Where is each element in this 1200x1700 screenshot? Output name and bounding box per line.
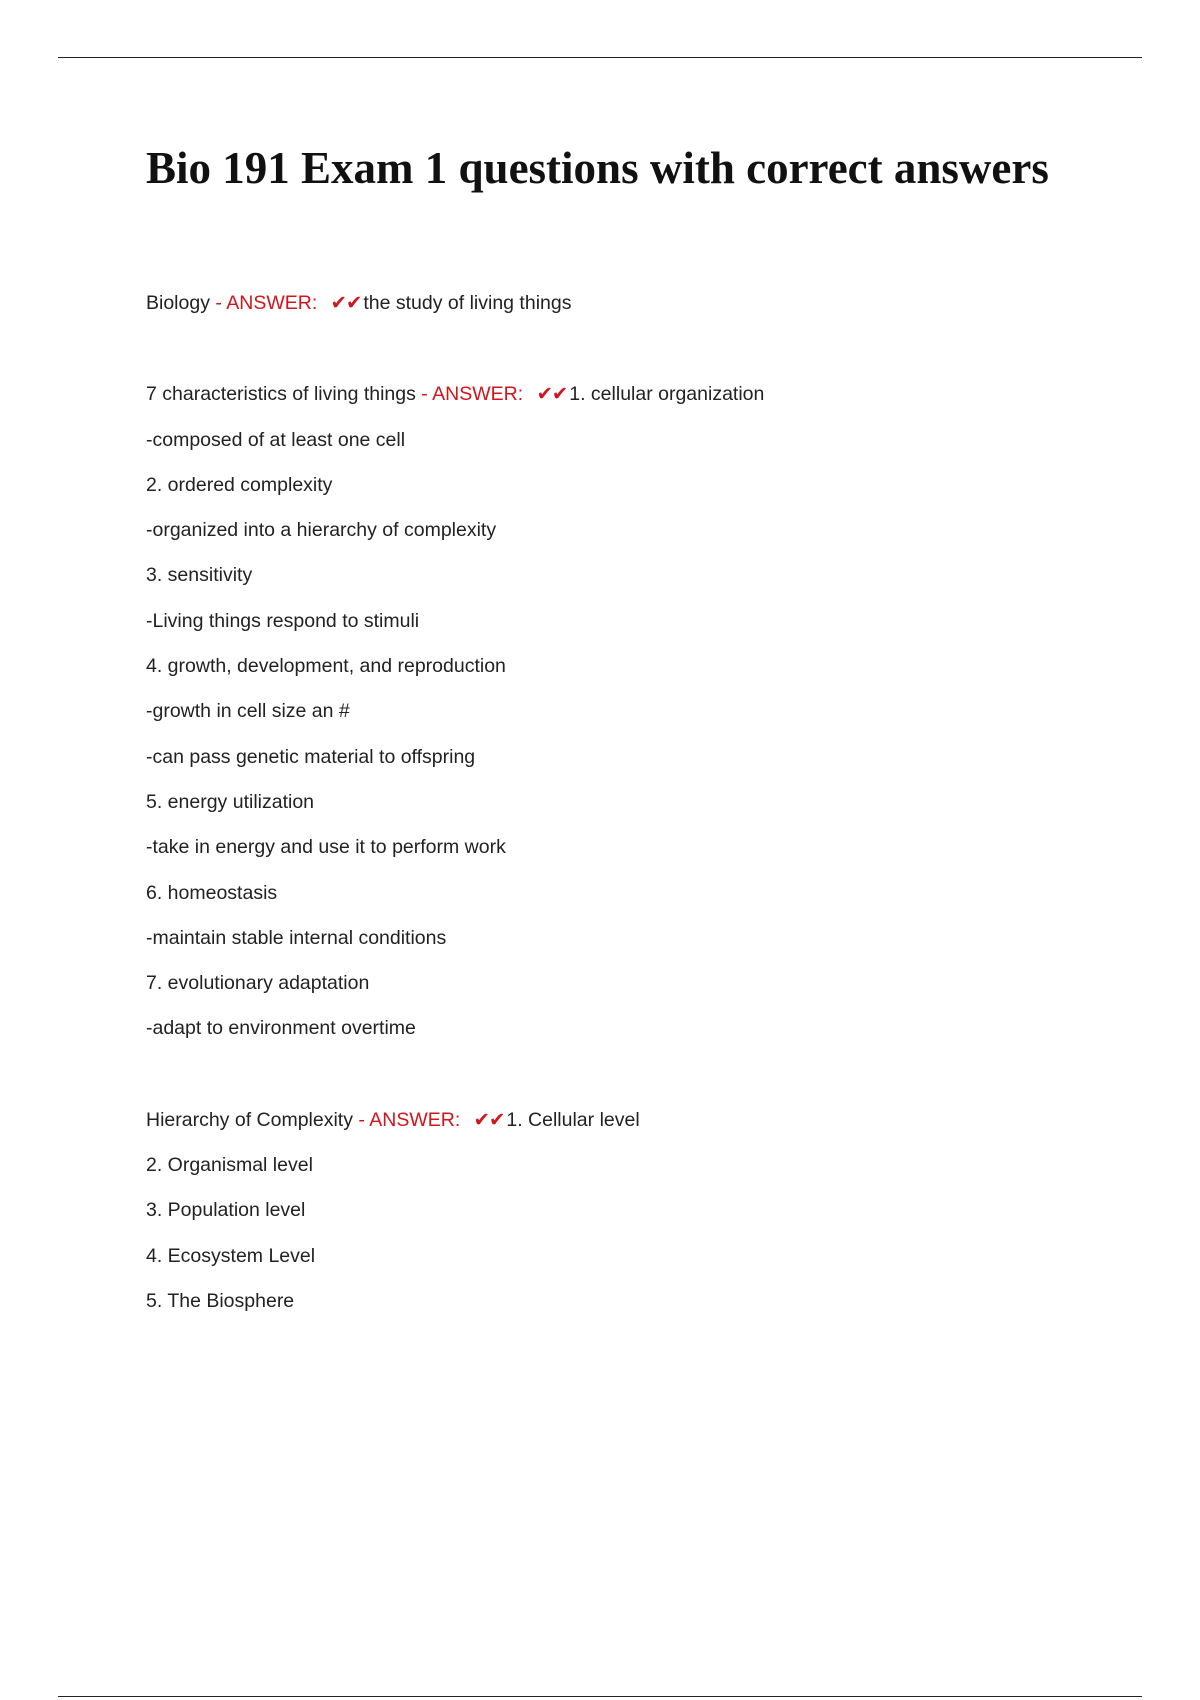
answer-line: -can pass genetic material to offspring <box>146 745 476 768</box>
question-text: Hierarchy of Complexity <box>146 1108 353 1131</box>
answer-line: 7. evolutionary adaptation <box>146 972 370 995</box>
answer-line: 2. Organismal level <box>146 1154 313 1177</box>
answer-line: -take in energy and use it to perform work <box>146 836 506 859</box>
answer-line: -adapt to environment overtime <box>146 1017 416 1040</box>
answer-text: the study of living things <box>363 292 572 314</box>
answer-line: 4. Ecosystem Level <box>146 1244 316 1267</box>
qa-item-characteristics <box>146 372 1106 1051</box>
qa-item-biology <box>146 281 1106 326</box>
document-body <box>146 140 1106 1324</box>
bottom-rule <box>58 1696 1142 1697</box>
question-line <box>146 1098 1106 1143</box>
top-rule <box>58 57 1142 58</box>
answer-line: 2. ordered complexity <box>146 473 333 496</box>
answer-line: -Living things respond to stimuli <box>146 609 420 632</box>
question-text: 7 characteristics of living things <box>146 383 416 406</box>
answer-line: 3. Population level <box>146 1199 306 1222</box>
question-line <box>146 281 1106 326</box>
qa-item-hierarchy <box>146 1098 1106 1324</box>
answer-line: 4. growth, development, and reproduction <box>146 655 506 678</box>
answer-text: 1. cellular organization <box>569 383 765 406</box>
answer-line: -growth in cell size an # <box>146 700 350 723</box>
answer-text: 1. Cellular level <box>506 1108 640 1131</box>
check-mark-icon: ✔✔ <box>473 1108 505 1131</box>
check-mark-icon: ✔✔ <box>536 383 568 406</box>
answer-marker: - ANSWER: <box>215 292 318 314</box>
answer-line: -organized into a hierarchy of complexity <box>146 519 497 542</box>
answer-line: 5. energy utilization <box>146 790 315 813</box>
check-mark-icon: ✔✔ <box>330 292 362 314</box>
question-text: Biology <box>146 292 210 314</box>
answer-line: 3. sensitivity <box>146 564 253 587</box>
question-line <box>146 372 1106 417</box>
document-title: Bio 191 Exam 1 questions with correct answers <box>146 143 1049 193</box>
answer-marker: - ANSWER: <box>358 1108 461 1131</box>
answer-line: -maintain stable internal conditions <box>146 926 447 949</box>
answer-marker: - ANSWER: <box>421 383 524 406</box>
answer-line: 5. The Biosphere <box>146 1289 295 1312</box>
answer-line: -composed of at least one cell <box>146 428 406 451</box>
answer-line: 6. homeostasis <box>146 881 278 904</box>
